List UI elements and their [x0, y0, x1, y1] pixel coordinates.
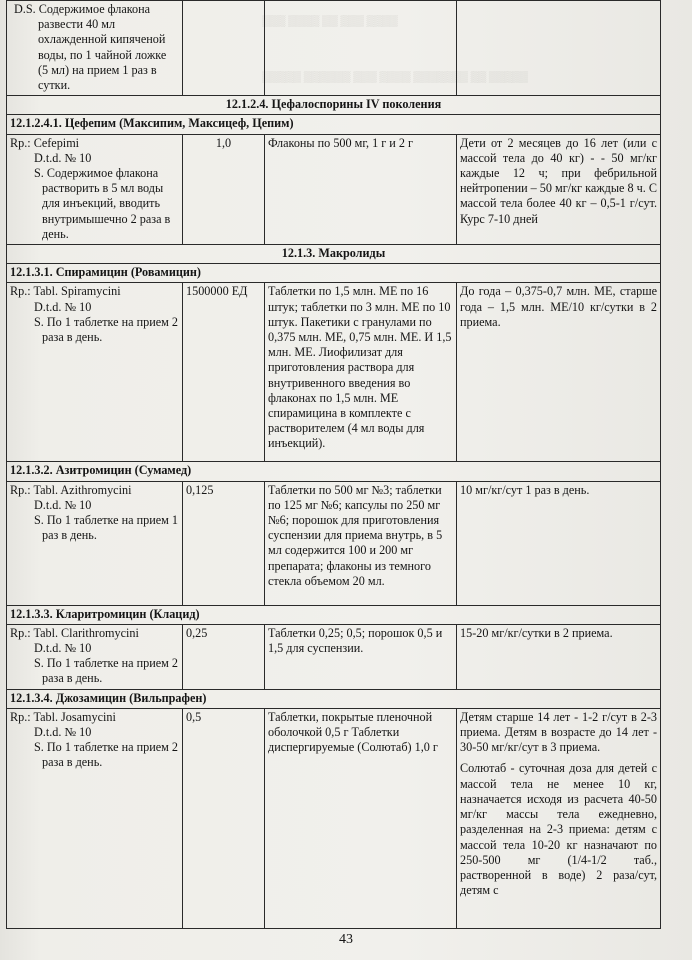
rp-line: D.t.d. № 10 — [34, 497, 92, 512]
rp-line: Rp.: Tabl. Spiramycini — [10, 284, 121, 299]
rp-cell — [7, 1, 183, 96]
rp-cell — [7, 134, 183, 244]
rp-cell — [7, 624, 183, 689]
drug-header-row — [7, 462, 661, 481]
rp-line: Rp.: Tabl. Josamycini — [10, 709, 116, 724]
rp-line: S. Содержимое флакона растворить в 5 мл воды для инъекций, вводить внутримышечно 2 раза в день. — [34, 166, 171, 241]
form-cell: Таблетки по 500 мг №3; таблетки по 125 мг №6; капсулы по 250 мг №6; порошок для приготовления суспензии для приема внутрь, в 5 мл содержится 100 и 200 мг препарата; флаконы из темного стекла объемом 20 мл. — [265, 481, 457, 605]
rp-line: Rp.: Tabl. Clarithromycini — [10, 625, 139, 640]
form-cell — [265, 1, 457, 96]
prescription-table — [6, 0, 661, 929]
rp-cell — [7, 708, 183, 928]
drug-title: 12.1.3.1. Спирамицин (Ровамицин) — [7, 264, 661, 283]
drug-header-row — [7, 264, 661, 283]
table-row — [7, 624, 661, 689]
section-header-row — [7, 96, 661, 115]
drug-header-row — [7, 689, 661, 708]
dose-cell — [183, 1, 265, 96]
bleed-through: ▒▒▒ ▒▒▒▒ ▒▒ ▒▒▒ ▒▒▒▒ — [262, 15, 398, 27]
regimen-cell: До года – 0,375-0,7 млн. МЕ, старше года – 1,5 млн. МЕ/10 кг/сутки в 2 приема. — [457, 283, 661, 462]
section-header-row — [7, 245, 661, 264]
regimen-text: Детям старше 14 лет - 1-2 г/сут в 2-3 приема. Детям в возрасте до 14 лет - 30-50 мг/кг/сут в 3 приема. — [460, 709, 657, 755]
drug-title: 12.1.3.3. Кларитромицин (Клацид) — [7, 605, 661, 624]
section-title: 12.1.3. Макролиды — [7, 245, 661, 264]
form-cell: Таблетки по 1,5 млн. МЕ по 16 штук; таблетки по 3 млн. МЕ по 10 штук. Пакетики с гранулами по 0,375 млн. МЕ, 0,75 млн. МЕ. И 1,5 млн. МЕ. Лиофилизат для приготовления раствора для внутривенного введения во флаконах по 1,5 млн. МЕ спирамицина в комплекте с растворителем (4 мл воды для инъекций). — [265, 283, 457, 462]
form-cell: Таблетки, покрытые пленочной оболочкой 0,5 г Таблетки диспергируемые (Солютаб) 1,0 г — [265, 708, 457, 928]
rp-line: D.t.d. № 10 — [34, 150, 92, 165]
rp-line: S. По 1 таблетке на прием 2 раза в день. — [34, 656, 179, 686]
table-row — [7, 134, 661, 244]
dose-cell: 0,25 — [183, 624, 265, 689]
dose-cell: 1500000 ЕД — [183, 283, 265, 462]
dose-cell: 0,125 — [183, 481, 265, 605]
table-row — [7, 708, 661, 928]
rp-line: D.t.d. № 10 — [34, 641, 92, 656]
regimen-cell: 15-20 мг/кг/сутки в 2 приема. — [457, 624, 661, 689]
regimen-cell — [457, 708, 661, 928]
rp-line: S. По 1 таблетке на прием 1 раз в день. — [34, 513, 179, 543]
rp-line: Rp.: Cefepimi — [10, 135, 80, 150]
drug-header-row — [7, 115, 661, 134]
regimen-cell: 10 мг/кг/сут 1 раз в день. — [457, 481, 661, 605]
rp-line: S. По 1 таблетке на прием 2 раза в день. — [34, 314, 179, 345]
rp-cell — [7, 481, 183, 605]
drug-title: 12.1.3.4. Джозамицин (Вильпрафен) — [7, 689, 661, 708]
table-row — [7, 283, 661, 462]
regimen-cell: Дети от 2 месяцев до 16 лет (или с массой тела до 40 кг) - - 50 мг/кг каждые 12 ч; при фебрильной нейтропении – 50 мг/кг каждые 8 ч. С массой тела более 40 кг – 0,5-1 г/сут. Курс 7-10 дней — [457, 134, 661, 244]
table-row — [7, 1, 661, 96]
bleed-through: ▒▒▒▒▒ ▒▒▒▒▒▒ ▒▒▒ ▒▒▒▒ ▒▒▒▒▒▒▒ ▒▒ ▒▒▒▒▒ — [262, 71, 528, 83]
rp-line: S. По 1 таблетке на прием 2 раза в день. — [34, 740, 179, 770]
drug-title: 12.1.3.2. Азитромицин (Сумамед) — [7, 462, 661, 481]
rp-cell — [7, 283, 183, 462]
rp-line: Rp.: Tabl. Azithromycini — [10, 482, 132, 497]
drug-title: 12.1.2.4.1. Цефепим (Максипим, Максицеф, Цепим) — [7, 115, 661, 134]
page-number: 43 — [339, 932, 353, 947]
regimen-text: Солютаб - суточная доза для детей с массой тела не менее 10 кг, назначается исходя из расчета 40-50 мг/кг массы тела ежедневно, разделенная на 2-3 приема: детям с массой тела 10-20 кг назначают по 250-500 мг (1/4-1/2 таб., растворенной в воде) 2 раза/сут, детям с — [460, 761, 657, 898]
regimen-cell — [457, 1, 661, 96]
rp-text: D.S. Содержимое флакона развести 40 мл охлажденной кипяченой воды, по 1 чайной ложке (5 мл) на прием 1 раз в сутки. — [14, 2, 167, 93]
rp-line: D.t.d. № 10 — [34, 299, 92, 314]
table-row — [7, 481, 661, 605]
drug-header-row — [7, 605, 661, 624]
section-title: 12.1.2.4. Цефалоспорины IV поколения — [7, 96, 661, 115]
form-cell: Флаконы по 500 мг, 1 г и 2 г — [265, 134, 457, 244]
dose-cell: 1,0 — [183, 134, 265, 244]
form-cell: Таблетки 0,25; 0,5; порошок 0,5 и 1,5 для суспензии. — [265, 624, 457, 689]
rp-line: D.t.d. № 10 — [34, 725, 92, 740]
dose-cell: 0,5 — [183, 708, 265, 928]
